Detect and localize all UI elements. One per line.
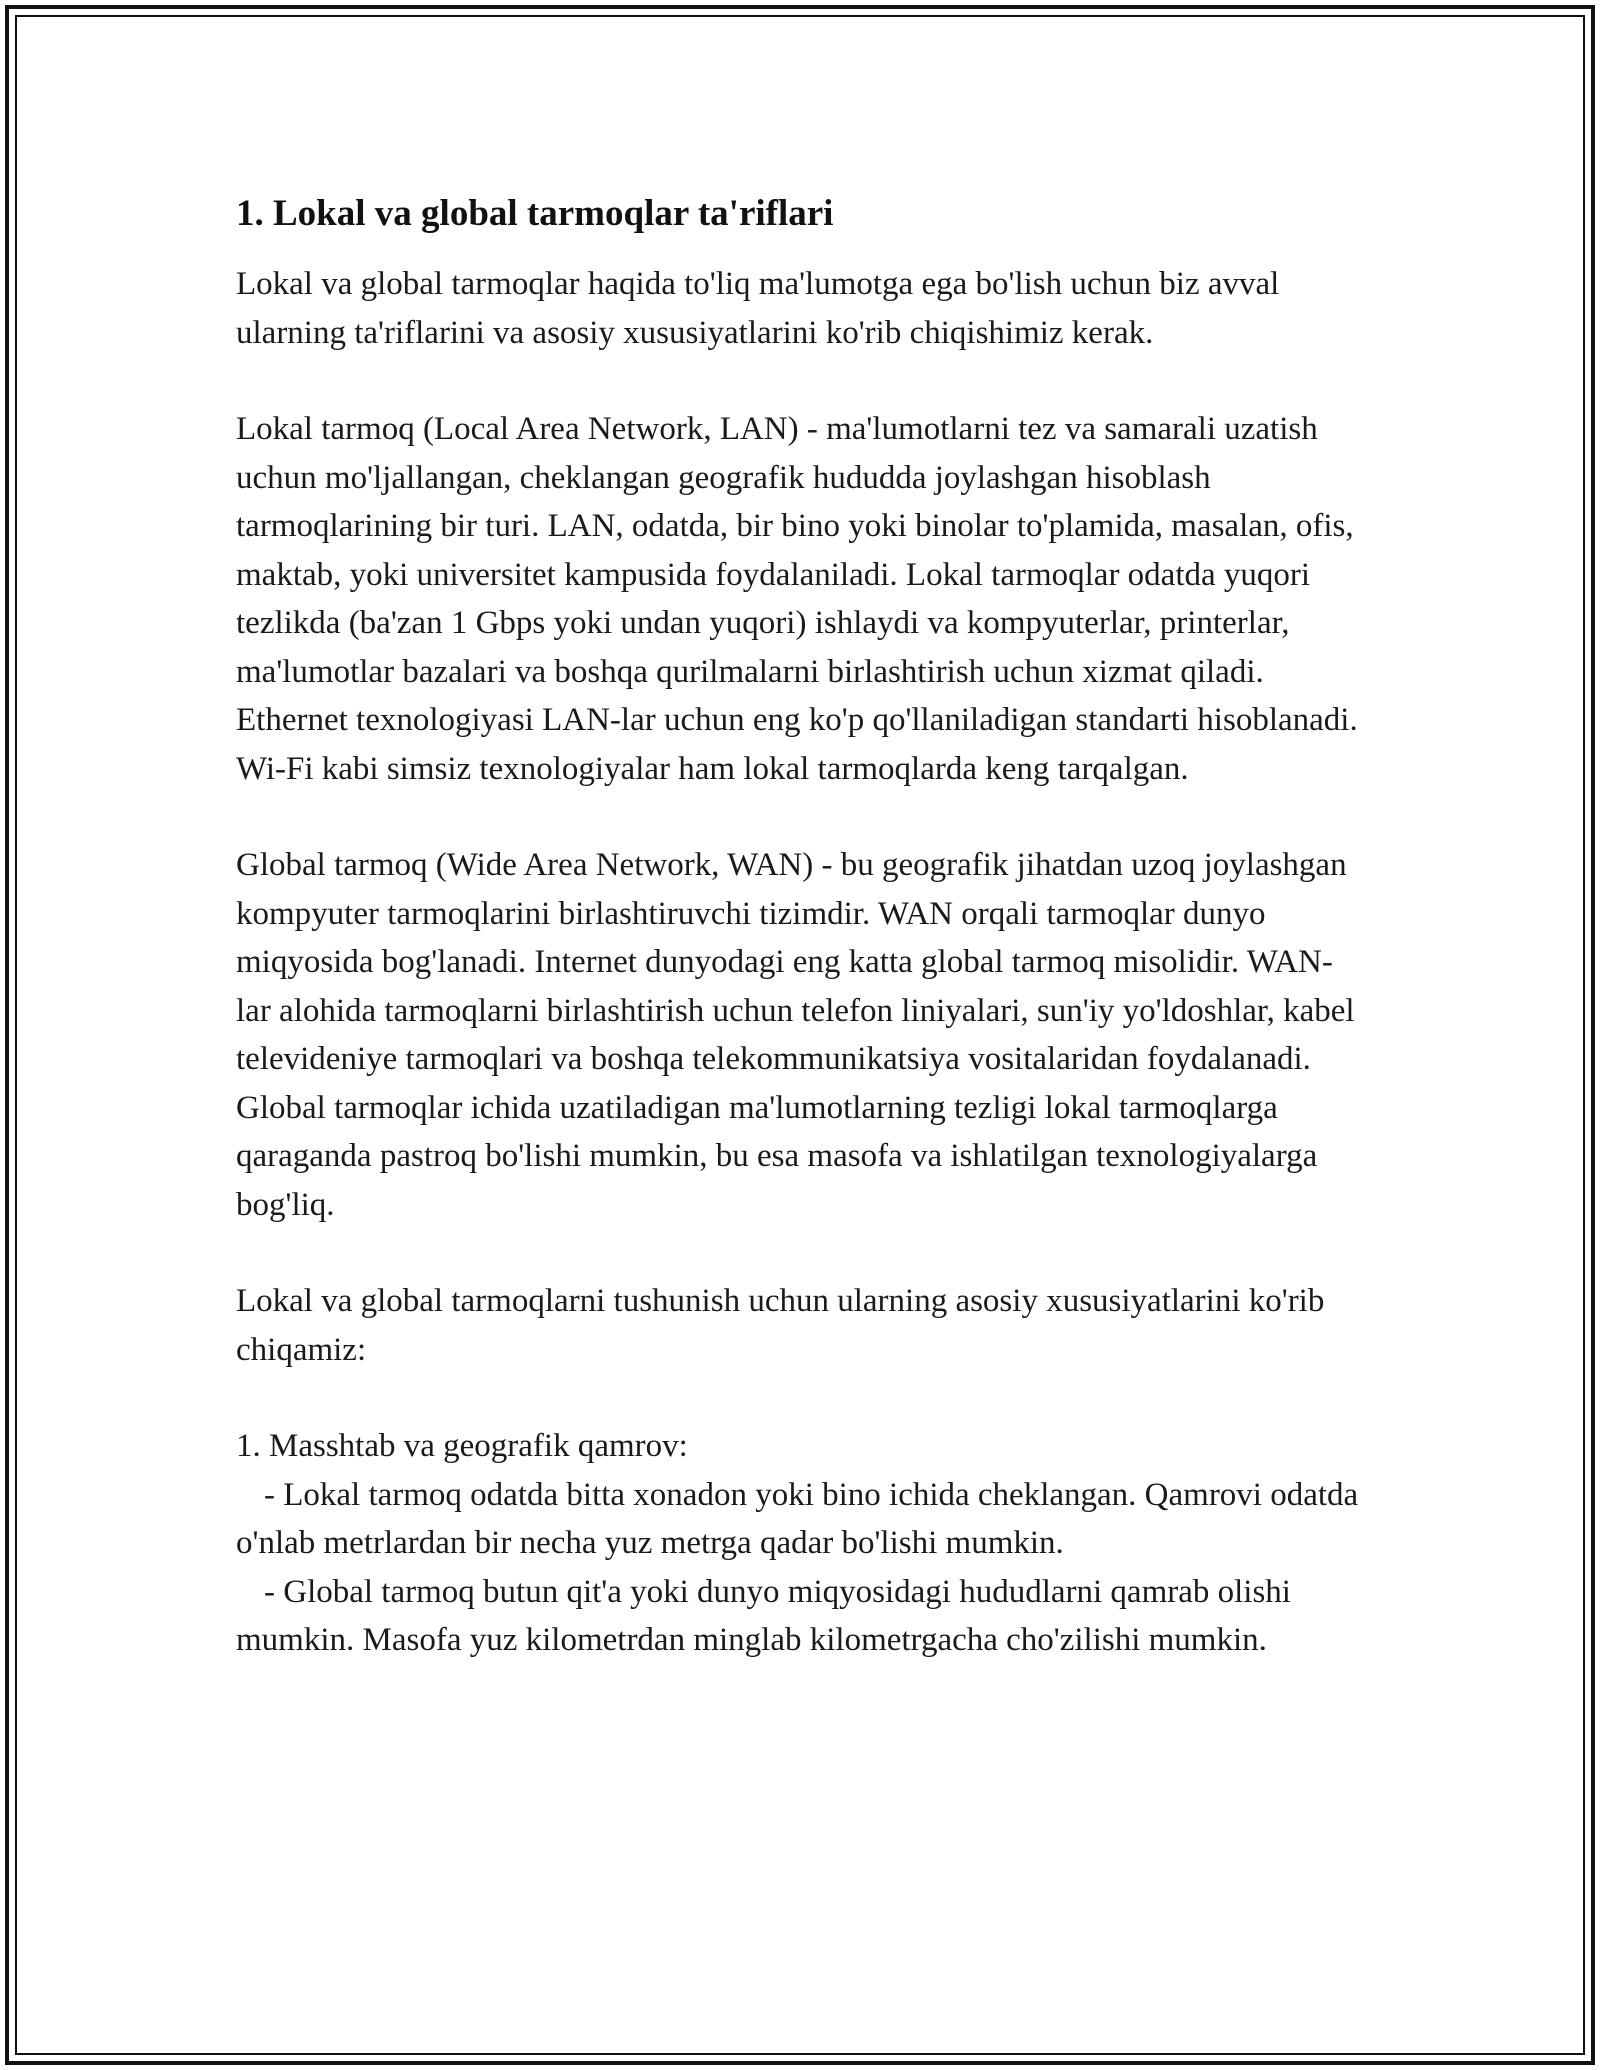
- section-heading: 1. Lokal va global tarmoqlar ta'riflari: [236, 193, 834, 234]
- intro-paragraph: Lokal va global tarmoqlar haqida to'liq ma'lumotga ega bo'lish uchun biz avval ularning ta'riflarini va asosiy xususiyatlarini ko'rib chiqishimiz kerak.: [236, 266, 1280, 351]
- features-intro-paragraph: Lokal va global tarmoqlarni tushunish uchun ularning asosiy xususiyatlarini ko'rib chiqamiz:: [236, 1283, 1325, 1368]
- feature-list-title: 1. Masshtab va geografik qamrov:: [236, 1428, 688, 1464]
- list-item-text: - Global tarmoq butun qit'a yoki dunyo miqyosidagi hududlarni qamrab olishi mumkin. Masofa yuz kilometrdan minglab kilometrgacha cho'zilishi mumkin.: [236, 1573, 1291, 1658]
- list-item: [236, 1471, 1366, 1568]
- list-item-text: - Lokal tarmoq odatda bitta xonadon yoki bino ichida cheklangan. Qamrovi odatda o'nlab metrlardan bir necha yuz metrga qadar bo'lishi mumkin.: [236, 1476, 1359, 1561]
- document-body: [236, 190, 1366, 1665]
- feature-list: [236, 1422, 1366, 1665]
- list-item: [236, 1568, 1366, 1665]
- lan-paragraph: Lokal tarmoq (Local Area Network, LAN) - ma'lumotlarni tez va samarali uzatish uchun mo'ljallangan, cheklangan geografik hududda joylashgan hisoblash tarmoqlarining bir turi. LAN, odatda, bir bino yoki binolar to'plamida, masalan, ofis, maktab, yoki universitet kampusida foydalaniladi. Lokal tarmoqlar odatda yuqori tezlikda (ba'zan 1 Gbps yoki undan yuqori) ishlaydi va kompyuterlar, printerlar, ma'lumotlar bazalari va boshqa qurilmalarni birlashtirish uchun xizmat qiladi. Ethernet texnologiyasi LAN-lar uchun eng ko'p qo'llaniladigan standarti hisoblanadi. Wi-Fi kabi simsiz texnologiyalar ham lokal tarmoqlarda keng tarqalgan.: [236, 411, 1358, 787]
- wan-paragraph: Global tarmoq (Wide Area Network, WAN) - bu geografik jihatdan uzoq joylashgan kompyuter tarmoqlarini birlashtiruvchi tizimdir. WAN orqali tarmoqlar dunyo miqyosida bog'lanadi. Internet dunyodagi eng katta global tarmoq misolidir. WAN-lar alohida tarmoqlarni birlashtirish uchun telefon liniyalari, sun'iy yo'ldoshlar, kabel televideniye tarmoqlari va boshqa telekommunikatsiya vositalaridan foydalanadi. Global tarmoqlar ichida uzatiladigan ma'lumotlarning tezligi lokal tarmoqlarga qaraganda pastroq bo'lishi mumkin, bu esa masofa va ishlatilgan texnologiyalarga bog'liq.: [236, 847, 1355, 1223]
